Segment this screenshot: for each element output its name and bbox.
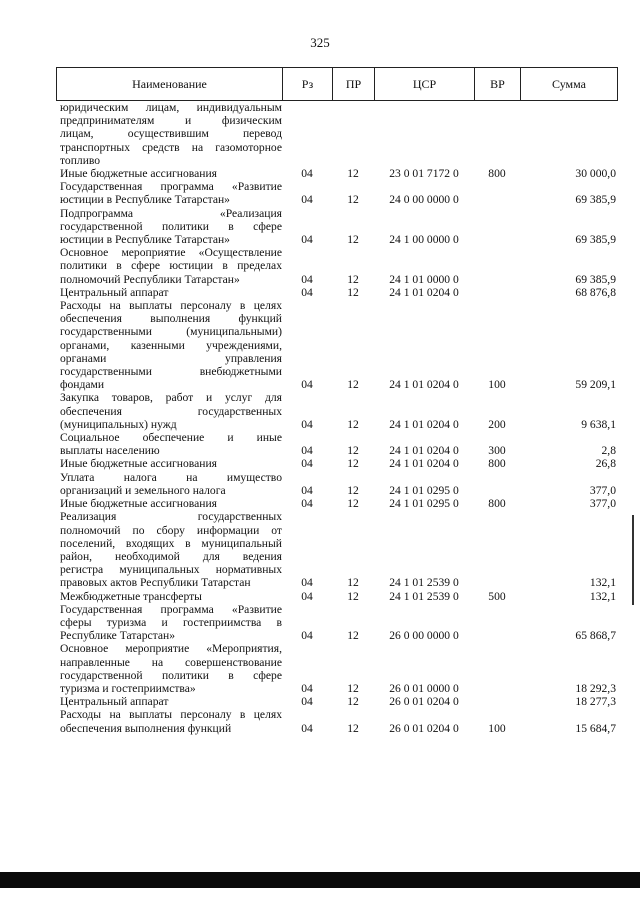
column-header-name: Наименование bbox=[57, 68, 283, 100]
row-pr: 12 bbox=[347, 576, 359, 590]
table-row bbox=[56, 391, 618, 431]
row-csr: 26 0 01 0204 0 bbox=[389, 721, 459, 735]
row-csr: 24 1 01 0204 0 bbox=[389, 285, 459, 299]
table-row bbox=[56, 207, 618, 247]
row-name-line: обеспечения выполнения функций bbox=[60, 721, 232, 735]
row-name bbox=[60, 497, 282, 510]
row-name-line: фондами bbox=[60, 378, 105, 392]
row-name-line: Социальное обеспечение и иные bbox=[60, 431, 282, 445]
row-sum: 69 385,9 bbox=[575, 233, 616, 247]
row-rz: 04 bbox=[301, 483, 313, 497]
row-sum: 132,1 bbox=[589, 576, 616, 590]
table-row bbox=[56, 180, 618, 206]
row-rz: 04 bbox=[301, 233, 313, 247]
column-header-pr: ПР bbox=[333, 68, 375, 100]
row-name-line: юстиции в Республике Татарстан» bbox=[60, 233, 230, 247]
row-rz: 04 bbox=[301, 721, 313, 735]
row-name-line: государственной политики в сфере bbox=[60, 219, 282, 233]
row-name-line: полномочий Республики Татарстан» bbox=[60, 272, 240, 286]
row-rz: 04 bbox=[301, 378, 313, 392]
row-name-line: юстиции в Республике Татарстан» bbox=[60, 193, 230, 207]
row-pr: 12 bbox=[347, 193, 359, 207]
row-pr: 12 bbox=[347, 589, 359, 603]
row-name-line: государственной политики в сфере bbox=[60, 668, 282, 682]
row-pr: 12 bbox=[347, 417, 359, 431]
row-name-line: Государственная программа «Развитие bbox=[60, 180, 282, 194]
table-row bbox=[56, 167, 618, 180]
row-pr: 12 bbox=[347, 457, 359, 471]
row-name bbox=[60, 286, 282, 299]
table-row bbox=[56, 695, 618, 708]
table-row bbox=[56, 510, 618, 589]
row-name-line: Реализация государственных bbox=[60, 510, 282, 524]
row-name-line: туризма и гостеприимства» bbox=[60, 681, 196, 695]
row-vr: 300 bbox=[488, 444, 506, 458]
row-name-line: органами, казенными учреждениями, bbox=[60, 338, 282, 352]
row-name-line: поселений, входящих в муниципальный bbox=[60, 536, 282, 550]
row-vr: 800 bbox=[488, 167, 506, 181]
table-row bbox=[56, 246, 618, 286]
row-pr: 12 bbox=[347, 721, 359, 735]
row-name-line: Расходы на выплаты персоналу в целях bbox=[60, 708, 282, 722]
row-name-line: Республике Татарстан» bbox=[60, 629, 176, 643]
table-row bbox=[56, 603, 618, 643]
table-header bbox=[56, 67, 618, 101]
table-row bbox=[56, 642, 618, 695]
row-name-line: лицам, осуществившим перевод bbox=[60, 127, 282, 141]
row-pr: 12 bbox=[347, 167, 359, 181]
row-name bbox=[60, 246, 282, 286]
row-csr: 26 0 00 0000 0 bbox=[389, 629, 459, 643]
row-sum: 69 385,9 bbox=[575, 193, 616, 207]
row-csr: 24 1 01 2539 0 bbox=[389, 589, 459, 603]
column-header-rz: Рз bbox=[283, 68, 333, 100]
row-csr: 23 0 01 7172 0 bbox=[389, 167, 459, 181]
row-sum: 26,8 bbox=[595, 457, 616, 471]
row-vr: 200 bbox=[488, 417, 506, 431]
row-rz: 04 bbox=[301, 681, 313, 695]
row-name-line: обеспечения государственных bbox=[60, 404, 282, 418]
row-rz: 04 bbox=[301, 695, 313, 709]
row-pr: 12 bbox=[347, 285, 359, 299]
row-name-line: выплаты населению bbox=[60, 444, 160, 458]
row-name-line: Уплата налога на имущество bbox=[60, 470, 282, 484]
column-header-sum: Сумма bbox=[552, 77, 586, 91]
row-rz: 04 bbox=[301, 193, 313, 207]
row-pr: 12 bbox=[347, 695, 359, 709]
row-name-line: Иные бюджетные ассигнования bbox=[60, 457, 217, 471]
row-name bbox=[60, 471, 282, 497]
table-row bbox=[56, 299, 618, 391]
row-csr: 26 0 01 0000 0 bbox=[389, 681, 459, 695]
row-name-line: органами управления bbox=[60, 351, 282, 365]
row-name-line: Иные бюджетные ассигнования bbox=[60, 167, 217, 181]
row-vr: 100 bbox=[488, 721, 506, 735]
row-rz: 04 bbox=[301, 285, 313, 299]
row-sum: 18 292,3 bbox=[575, 681, 616, 695]
row-vr: 800 bbox=[488, 497, 506, 511]
row-name-line: направленные на совершенствование bbox=[60, 655, 282, 669]
row-csr: 24 1 01 2539 0 bbox=[389, 576, 459, 590]
row-vr: 100 bbox=[488, 378, 506, 392]
row-csr: 26 0 01 0204 0 bbox=[389, 695, 459, 709]
row-name-line: полномочий по сбору информации от bbox=[60, 523, 282, 537]
row-sum: 69 385,9 bbox=[575, 272, 616, 286]
page-number: 325 bbox=[310, 35, 330, 50]
row-rz: 04 bbox=[301, 167, 313, 181]
row-csr: 24 0 00 0000 0 bbox=[389, 193, 459, 207]
row-sum: 30 000,0 bbox=[575, 167, 616, 181]
row-rz: 04 bbox=[301, 629, 313, 643]
row-name-line: Межбюджетные трансферты bbox=[60, 589, 202, 603]
row-sum: 65 868,7 bbox=[575, 629, 616, 643]
row-name-line: обеспечения выполнения функций bbox=[60, 312, 282, 326]
row-sum: 377,0 bbox=[589, 483, 616, 497]
row-name bbox=[60, 431, 282, 457]
row-csr: 24 1 01 0000 0 bbox=[389, 272, 459, 286]
row-csr: 24 1 01 0295 0 bbox=[389, 483, 459, 497]
table-row bbox=[56, 431, 618, 457]
row-name-line: предпринимателям и физическим bbox=[60, 114, 282, 128]
row-name-line: сферы туризма и гостеприимства в bbox=[60, 615, 282, 629]
row-sum: 18 277,3 bbox=[575, 695, 616, 709]
table-row bbox=[56, 101, 618, 167]
table-row bbox=[56, 497, 618, 510]
row-pr: 12 bbox=[347, 681, 359, 695]
row-vr: 500 bbox=[488, 589, 506, 603]
column-header-csr: ЦСР bbox=[375, 68, 475, 100]
row-csr: 24 1 01 0204 0 bbox=[389, 457, 459, 471]
budget-table bbox=[56, 67, 618, 735]
row-name-line: государственными (муниципальными) bbox=[60, 325, 282, 339]
row-rz: 04 bbox=[301, 272, 313, 286]
row-name bbox=[60, 590, 282, 603]
row-name-line: Государственная программа «Развитие bbox=[60, 602, 282, 616]
table-row bbox=[56, 286, 618, 299]
row-name-line: правовых актов Республики Татарстан bbox=[60, 576, 251, 590]
row-name-line: юридическим лицам, индивидуальным bbox=[60, 101, 282, 114]
row-name bbox=[60, 708, 282, 734]
row-sum: 68 876,8 bbox=[575, 285, 616, 299]
table-row bbox=[56, 471, 618, 497]
row-name bbox=[60, 642, 282, 695]
row-name bbox=[60, 299, 282, 391]
row-name-line: район, необходимой для ведения bbox=[60, 549, 282, 563]
row-sum: 9 638,1 bbox=[581, 417, 616, 431]
row-pr: 12 bbox=[347, 444, 359, 458]
column-header-vr: ВР bbox=[475, 68, 521, 100]
row-rz: 04 bbox=[301, 576, 313, 590]
row-pr: 12 bbox=[347, 272, 359, 286]
row-pr: 12 bbox=[347, 378, 359, 392]
row-rz: 04 bbox=[301, 417, 313, 431]
scan-bottom-bar bbox=[0, 872, 640, 888]
row-name-line: транспортных средств на газомоторное bbox=[60, 140, 282, 154]
row-rz: 04 bbox=[301, 457, 313, 471]
row-pr: 12 bbox=[347, 483, 359, 497]
row-sum: 2,8 bbox=[601, 444, 616, 458]
row-sum: 377,0 bbox=[589, 497, 616, 511]
row-csr: 24 1 01 0204 0 bbox=[389, 444, 459, 458]
row-name bbox=[60, 391, 282, 431]
row-name-line: Основное мероприятие «Мероприятия, bbox=[60, 642, 282, 656]
row-name bbox=[60, 510, 282, 589]
row-name-line: (муниципальных) нужд bbox=[60, 417, 177, 431]
row-sum: 132,1 bbox=[589, 589, 616, 603]
row-name bbox=[60, 101, 282, 167]
row-vr: 800 bbox=[488, 457, 506, 471]
row-sum: 59 209,1 bbox=[575, 378, 616, 392]
row-name bbox=[60, 603, 282, 643]
row-pr: 12 bbox=[347, 233, 359, 247]
row-name-line: топливо bbox=[60, 153, 101, 167]
table-row bbox=[56, 457, 618, 470]
row-name-line: государственными внебюджетными bbox=[60, 365, 282, 379]
row-rz: 04 bbox=[301, 444, 313, 458]
row-name-line: регистра муниципальных нормативных bbox=[60, 563, 282, 577]
row-csr: 24 1 01 0204 0 bbox=[389, 378, 459, 392]
row-pr: 12 bbox=[347, 497, 359, 511]
row-name-line: Расходы на выплаты персоналу в целях bbox=[60, 299, 282, 313]
row-name bbox=[60, 167, 282, 180]
table-row bbox=[56, 708, 618, 734]
row-name-line: Центральный аппарат bbox=[60, 695, 169, 709]
row-pr: 12 bbox=[347, 629, 359, 643]
row-csr: 24 1 00 0000 0 bbox=[389, 233, 459, 247]
row-name bbox=[60, 695, 282, 708]
row-name-line: Подпрограмма «Реализация bbox=[60, 206, 282, 220]
table-body bbox=[56, 101, 618, 735]
row-rz: 04 bbox=[301, 497, 313, 511]
row-name-line: Закупка товаров, работ и услуг для bbox=[60, 391, 282, 405]
row-name bbox=[60, 457, 282, 470]
scan-edge-mark bbox=[632, 515, 634, 605]
row-name-line: Иные бюджетные ассигнования bbox=[60, 497, 217, 511]
row-name bbox=[60, 180, 282, 206]
row-name-line: политики в сфере юстиции в пределах bbox=[60, 259, 282, 273]
row-csr: 24 1 01 0295 0 bbox=[389, 497, 459, 511]
row-name-line: организаций и земельного налога bbox=[60, 483, 226, 497]
row-name-line: Основное мероприятие «Осуществление bbox=[60, 246, 282, 260]
row-csr: 24 1 01 0204 0 bbox=[389, 417, 459, 431]
row-rz: 04 bbox=[301, 589, 313, 603]
table-row bbox=[56, 590, 618, 603]
row-name-line: Центральный аппарат bbox=[60, 285, 169, 299]
row-name bbox=[60, 207, 282, 247]
row-sum: 15 684,7 bbox=[575, 721, 616, 735]
